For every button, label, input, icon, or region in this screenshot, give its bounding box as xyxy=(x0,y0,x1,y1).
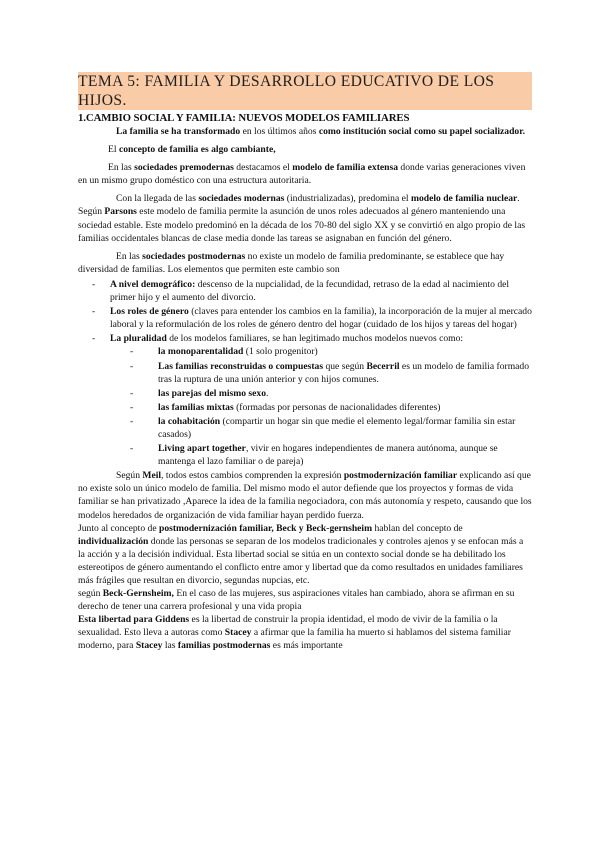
paragraph-individualization: Junto al concepto de postmodernización familiar, Beck y Beck-gernsheim hablan del concepto de individualización donde las personas se separan de los modelos tradicionales y controles ajenos y se enfocan más a la acción y a la decisión individual. Esta libertad social se sitúa en un contexto social donde se ha debilitado los estereotipos de género aumentando el conflicto entre amor y libertad que da como resultados en unidades familiares más frágiles que resultan en divorcio, segundas nupcias, etc. xyxy=(78,522,524,586)
list-item: - Las familias reconstruidas o compuestas que según Becerril es un modelo de familia formado tras la ruptura de una unión anterior y con hijos comunes. xyxy=(78,360,532,386)
family-models-list xyxy=(78,345,532,468)
paragraph-modern: Con la llegada de las sociedades modernas (industrializadas), predomina el modelo de familia nuclear. Según Parsons este modelo de familia permite la asunción de unos roles adecuados al género manteniendo una sociedad estable. Este modelo predominó en la década de los 70-80 del siglo XX y se convirtió en algo propio de las familias occidentales blancas de clase media donde las tareas se asignaban en función del género. xyxy=(78,193,526,244)
list-item: - Living apart together, vivir en hogares independientes de manera autónoma, aunque se mantenga el lazo familiar o de pareja) xyxy=(78,442,532,468)
list-item: - las parejas del mismo sexo. xyxy=(78,387,532,400)
section-heading: 1.CAMBIO SOCIAL Y FAMILIA: NUEVOS MODELOS FAMILIARES xyxy=(78,112,410,124)
list-item: - A nivel demográfico: descenso de la nupcialidad, de la fecundidad, retraso de la edad al nacimiento del primer hijo y el aumento del divorcio. xyxy=(78,278,532,304)
list-item: - la cohabitación (compartir un hogar sin que medie el elemento legal/formar familia sin estar casados) xyxy=(78,415,532,441)
list-item: - las familias mixtas (formadas por personas de nacionalidades diferentes) xyxy=(78,401,532,414)
paragraph-concept: El concepto de familia es algo cambiante, xyxy=(108,144,276,156)
paragraph-beck-gernsheim: según Beck-Gernsheim, En el caso de las mujeres, sus aspiraciones vitales han cambiado, ahora se afirman en su derecho de tener una carrera profesional y una vida propia xyxy=(78,588,515,613)
paragraph-postmodern: En las sociedades postmodernas no existe un modelo de familia predominante, se establece que hay diversidad de familias. Los elementos que permiten este cambio son xyxy=(78,250,505,275)
list-item: - Los roles de género (claves para entender los cambios en la familia), la incorporación de la mujer al mercado laboral y la reformulación de los roles de género dentro del hogar (cuidado de los hijos y tareas del hogar) xyxy=(78,305,532,331)
page-title: TEMA 5: FAMILIA Y DESARROLLO EDUCATIVO DE LOS HIJOS. xyxy=(78,72,532,110)
paragraph-intro: La familia se ha transformado en los últimos años como institución social como su papel socializador. xyxy=(116,126,525,137)
paragraph-meil: Según Meil, todos estos cambios comprenden la expresión postmodernización familiar explicando así que no existe solo un único modelo de familia. Del mismo modo el autor defiende que los proyectos y formas de vida familiar se han privatizado ,Aparece la idea de la familia negociadora, con más autonomía y respeto, causando que los modelos heredados de organización de vida familiar hayan perdido fuerza. xyxy=(78,470,532,521)
paragraph-premodern: En las sociedades premodernas destacamos el modelo de familia extensa donde varias generaciones viven en un mismo grupo doméstico con una estructura autoritaria. xyxy=(78,162,526,187)
list-item: - la monoparentalidad (1 solo progenitor) xyxy=(78,345,532,358)
paragraph-giddens: Esta libertad para Giddens es la libertad de construir la propia identidad, el modo de vivir de la familia o la sexualidad. Esto lleva a autoras como Stacey a afirmar que la familia ha muerto si hablamos del sistema familiar moderno, para Stacey las familias postmodernas es más importante xyxy=(78,614,511,652)
document-page xyxy=(78,72,532,653)
list-item: - La pluralidad de los modelos familiares, se han legitimado muchos modelos nuevos como: - la monoparentalidad (1 solo progenitor) - Las familias reconstruidas o compuestas que según Becerril es un modelo de familia formado tras la ruptura de una unión anterior y con hijos comunes. - las parejas del mismo sexo. - las familias mixtas (formadas por personas de nacionalidades diferentes) - la cohabitación (compartir un hogar sin que medie el elemento legal/formar familia sin estar casados) - Living apart together, vivir en hogares independientes de manera autónoma, aunque se mantenga el lazo familiar o de pareja) xyxy=(78,332,532,468)
change-factors-list xyxy=(78,278,532,468)
